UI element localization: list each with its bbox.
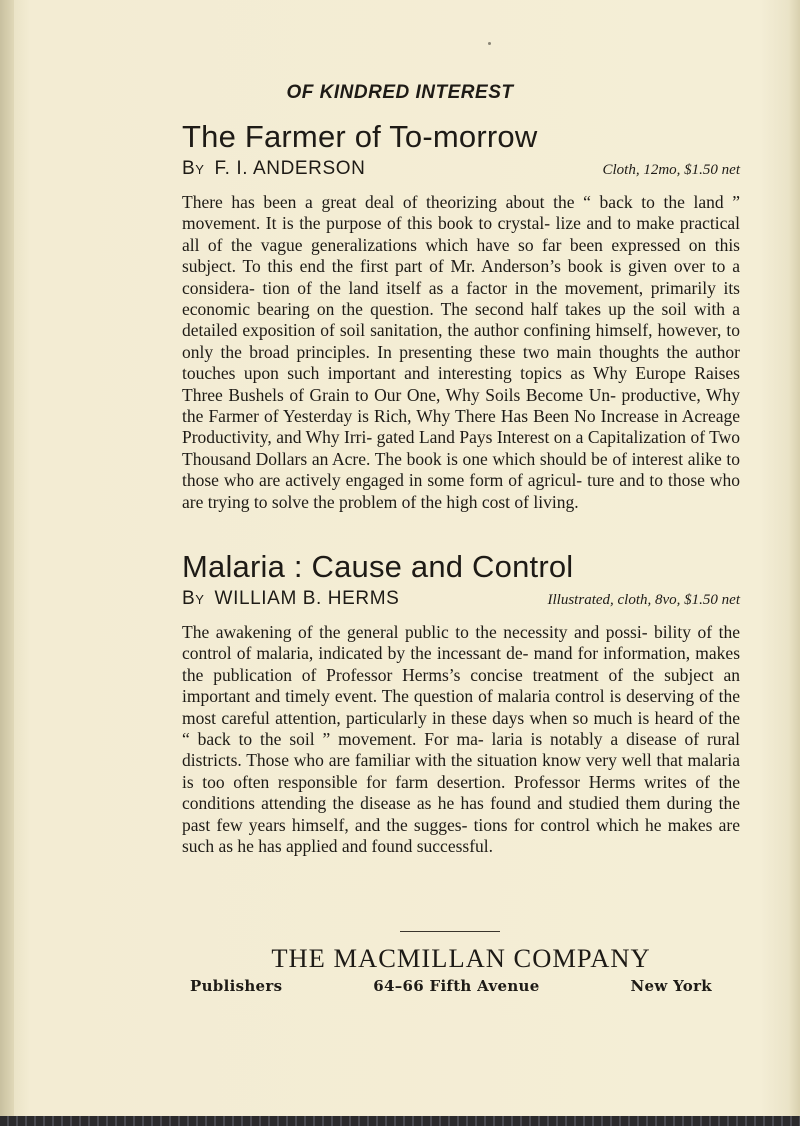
book-details: Illustrated, cloth, 8vo, $1.50 net [547,592,740,608]
publisher-name: THE MACMILLAN COMPANY [271,943,651,973]
page-left-edge [0,0,14,1126]
book-title: Malaria : Cause and Control [182,549,574,584]
author-line [182,588,399,610]
page-bottom-edge [0,1116,800,1126]
book-entry-farmer [182,118,740,513]
book-description: There has been a great deal of theorizing about the “ back to the land ” movement. It is the purpose of this book to crystal- lize and to make practical all of the vague generalizations which have so far been expressed on this subject. To this end the first part of Mr. Anderson’s book is given over to a considera- tion of the land itself as a factor in the movement, primarily its economic bearing on the question. The second half takes up the soil with a detailed exposition of soil sanitation, the author confining himself, however, to only the broad principles. In presenting these two main thoughts the author touches upon such important and interesting topics as Why Europe Raises Three Bushels of Grain to Our One, Why Soils Become Un- productive, Why the Farmer of Yesterday is Rich, Why There Has Been No Increase in Acreage Productivity, and Why Irri- gated Land Pays Interest on a Capitalization of Two Thousand Dollars an Acre. The book is one which should be of interest alike to those who are actively engaged in some form of agricul- ture and to those who are trying to solve the problem of the high cost of living. [182,192,740,512]
byline [182,158,740,188]
book-details: Cloth, 12mo, $1.50 net [602,162,740,178]
byline [182,588,740,618]
publisher-address: 64–66 Fifth Avenue [373,977,540,995]
book-entry-malaria [182,548,740,857]
ink-speck [488,42,491,45]
author-name: F. I. ANDERSON [214,158,366,179]
section-heading: OF KINDRED INTEREST [286,82,514,103]
author-line [182,158,365,180]
divider-rule [400,931,500,932]
publisher-block [182,943,740,995]
publisher-role: Publishers [190,977,283,995]
publisher-city: New York [630,977,712,995]
book-title: The Farmer of To-morrow [182,119,538,154]
page-right-edge [788,0,800,1126]
by-label: By [182,158,205,179]
author-name: WILLIAM B. HERMS [214,588,400,609]
book-description: The awakening of the general public to the necessity and possi- bility of the control of malaria, indicated by the incessant de- mand for information, makes the publication of Professor Herms’s concise treatment of the subject an important and timely event. The question of malaria control is deserving of the most careful attention, particularly in these days when so much is heard of the “ back to the soil ” movement. For ma- laria is notably a disease of rural districts. Those who are familiar with the situation know very well that malaria is too often responsible for farm desertion. Professor Herms writes of the conditions attending the disease as he has found and studied them during the past few years himself, and the sugges- tions for control which he makes are such as he has applied and found successful. [182,622,740,857]
by-label: By [182,588,205,609]
publisher-details [182,977,740,995]
